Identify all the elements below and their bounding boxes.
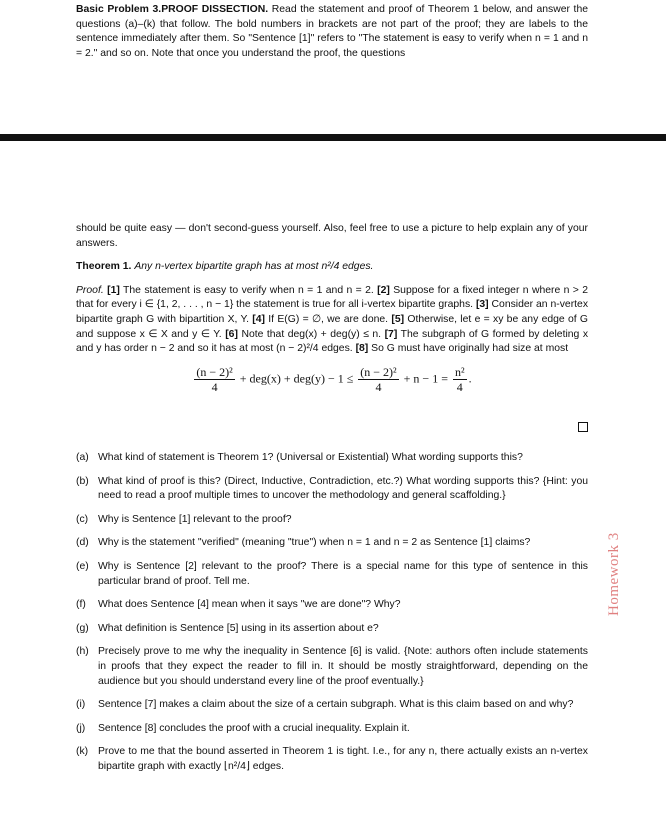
question-i: [76, 698, 588, 713]
question-j: [76, 722, 588, 737]
question-text: Why is Sentence [2] relevant to the proof? There is a special name for this type of sentence in this particular brand of proof. Tell me.: [98, 560, 588, 587]
homework-side-label: Homework 3: [606, 532, 622, 616]
sentence-tag-1: [1]: [107, 284, 120, 296]
sentence-tag-4: [4]: [252, 313, 265, 325]
question-text: What kind of statement is Theorem 1? (Universal or Existential) What wording supports this?: [98, 452, 523, 463]
fraction-1-denominator: 4: [211, 379, 218, 394]
question-label: (h): [76, 646, 89, 658]
question-f: [76, 598, 588, 613]
question-d: [76, 536, 588, 551]
display-inequality: [76, 365, 588, 401]
question-label: (a): [76, 452, 89, 463]
sentence-tag-6: [6]: [225, 328, 238, 340]
content-area: [76, 222, 588, 411]
question-text: Prove to me that the bound asserted in Theorem 1 is tight. I.e., for any n, there actually exists an n-vertex bipartite graph with exactly ⌊n²/4⌋ edges.: [98, 746, 588, 772]
fraction-3-denominator: 4: [456, 379, 463, 394]
question-label: (e): [76, 560, 89, 572]
question-label: (k): [76, 746, 89, 758]
sentence-tag-5: [5]: [391, 313, 405, 325]
problem-title: Basic Problem 3.PROOF DISSECTION.: [76, 4, 269, 15]
sentence-8: So G must have originally had size at most: [371, 343, 569, 355]
question-label: (j): [76, 722, 86, 734]
question-label: (f): [76, 599, 86, 611]
question-text: Sentence [8] concludes the proof with a crucial inequality. Explain it.: [98, 722, 410, 734]
page-divider-bar: [0, 134, 666, 141]
question-g: [76, 622, 588, 637]
question-c: [76, 513, 588, 528]
question-h: [76, 645, 588, 689]
qed-box-icon: [578, 422, 588, 432]
fraction-1-numerator: (n − 2)²: [196, 364, 233, 379]
fraction-2-denominator: 4: [375, 379, 382, 394]
question-b: [76, 475, 588, 504]
sentence-tag-8: [8]: [355, 343, 369, 355]
inequality-end: .: [468, 371, 472, 385]
sentence-2: Suppose for a fixed integer n where n > 2 that for every i ∈ {1, 2, . . . , n − 1} the statement is true for all i-vertex bipartite graphs.: [76, 284, 589, 311]
sentence-6: Note that deg(x) + deg(y) ≤ n.: [241, 328, 382, 340]
fraction-2: [358, 365, 398, 394]
intro-top: [76, 3, 588, 61]
fraction-3: [453, 365, 467, 394]
question-k: [76, 745, 588, 774]
inequality-middle: + deg(x) + deg(y) − 1 ≤: [239, 371, 354, 385]
question-list: [76, 451, 588, 784]
question-label: (i): [76, 699, 86, 711]
question-text: What does Sentence [4] mean when it says "we are done"? Why?: [98, 599, 401, 611]
question-text: Sentence [7] makes a claim about the size of a certain subgraph. What is this claim based on and why?: [98, 699, 574, 711]
proof-label: Proof.: [76, 284, 104, 296]
theorem: [76, 260, 588, 275]
question-e: [76, 560, 588, 589]
question-text: Why is the statement "verified" (meaning "true") when n = 1 and n = 2 as Sentence [1] claims?: [98, 537, 531, 549]
question-label: (g): [76, 622, 89, 634]
question-label: (d): [76, 537, 89, 549]
sentence-5: Otherwise, let e = xy be any edge of G and suppose x ∈ X and y ∈ Y.: [76, 313, 589, 340]
proof: [76, 284, 588, 357]
inequality-middle-2: + n − 1 =: [403, 371, 448, 385]
question-text: Why is Sentence [1] relevant to the proof?: [98, 513, 292, 525]
question-text: Precisely prove to me why the inequality in Sentence [6] is valid. {Note: authors often include statements in proofs that they expect the reader to fill in. It should be mostly straightforward, depending on the audience but you should understand every line of the proof eventually.}: [98, 646, 588, 687]
question-label: (b): [76, 475, 89, 487]
intro-paragraph-top: [76, 3, 588, 61]
question-label: (c): [76, 513, 89, 525]
sentence-7: The subgraph of G formed by deleting x and y has order n − 2 and so it has at most (n − 2)²/4 edges.: [76, 328, 589, 355]
intro-text-top: Read the statement and proof of Theorem 1 below, and answer the questions (a)–(k) that follow. The bold numbers in brackets are not part of the proof; they are labels to the sentence immediately after them. So "Sentence [1]" refers to "The statement is easy to verify when n = 1 and n = 2." and so on. Note that once you understand the proof, the questions: [76, 4, 588, 59]
sentence-tag-3: [3]: [475, 299, 489, 311]
fraction-3-numerator: n²: [454, 364, 465, 379]
question-a: [76, 451, 588, 466]
theorem-text: Any n-vertex bipartite graph has at most n²/4 edges.: [134, 261, 374, 273]
sentence-tag-2: [2]: [377, 284, 390, 296]
question-text: What definition is Sentence [5] using in its assertion about e?: [98, 622, 379, 634]
sentence-4: If E(G) = ∅, we are done.: [268, 313, 389, 325]
sentence-tag-7: [7]: [384, 328, 398, 340]
intro-text-bottom: should be quite easy — don't second-guess yourself. Also, feel free to use a picture to help explain any of your answers.: [76, 223, 588, 249]
sentence-1: The statement is easy to verify when n = 1 and n = 2.: [123, 284, 374, 296]
fraction-1: [194, 365, 234, 394]
sentence-3: Consider an n-vertex bipartite graph G with bipartition X, Y.: [76, 299, 589, 325]
theorem-label: Theorem 1.: [76, 261, 132, 273]
fraction-2-numerator: (n − 2)²: [360, 364, 397, 379]
question-text: What kind of proof is this? (Direct, Inductive, Contradiction, etc.?) What wording supports this? {Hint: you need to read a proof multiple times to uncover the methodology and general scaffolding.}: [98, 475, 588, 502]
